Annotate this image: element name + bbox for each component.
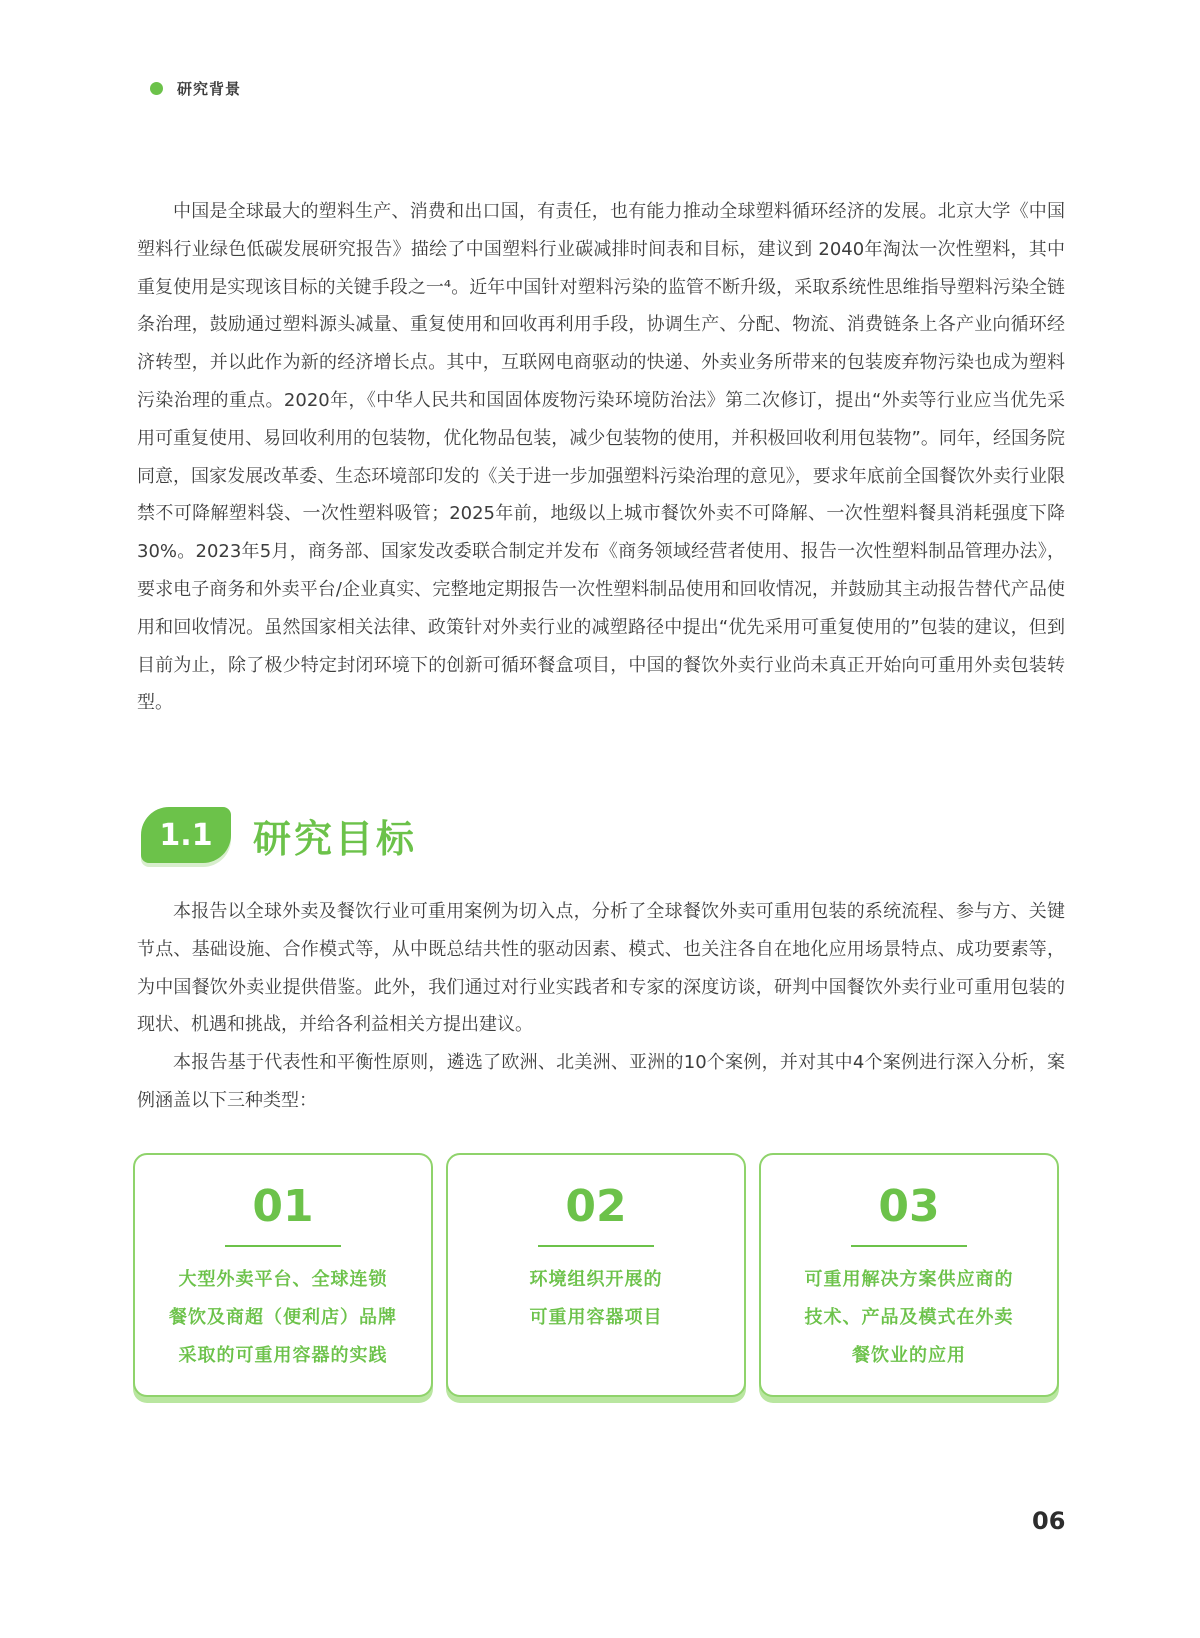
- page-number: 06: [1032, 1507, 1066, 1535]
- header-title: 研究背景: [177, 80, 242, 98]
- card-text-line: 餐饮业的应用: [852, 1345, 966, 1366]
- card-divider: [225, 1245, 341, 1247]
- case-type-card-3: [759, 1153, 1059, 1397]
- bullet-dot-icon: [150, 82, 163, 95]
- card-number: 01: [252, 1181, 314, 1232]
- card-divider: [851, 1245, 967, 1247]
- section-number-badge: 1.1: [141, 807, 231, 863]
- card-number: 03: [878, 1181, 940, 1232]
- objective-paragraph-1: 本报告以全球外卖及餐饮行业可重用案例为切入点，分析了全球餐饮外卖可重用包装的系统流程、参与方、关键节点、基础设施、合作模式等，从中既总结共性的驱动因素、模式、也关注各自在地化应用场景特点、成功要素等，为中国餐饮外卖业提供借鉴。此外，我们通过对行业实践者和专家的深度访谈，研判中国餐饮外卖行业可重用包装的现状、机遇和挑战，并给各利益相关方提出建议。: [137, 901, 1065, 1036]
- card-text-line: 环境组织开展的: [529, 1269, 663, 1290]
- card-text-line: 技术、产品及模式在外卖: [804, 1307, 1014, 1328]
- card-divider: [538, 1245, 654, 1247]
- card-text-line: 大型外卖平台、全球连锁: [178, 1269, 388, 1290]
- card-text-line: 餐饮及商超（便利店）品牌: [169, 1307, 397, 1328]
- case-type-card-1: [133, 1153, 433, 1397]
- card-text-line: 采取的可重用容器的实践: [178, 1345, 388, 1366]
- section-title: 研究目标: [253, 816, 418, 861]
- card-text-line: 可重用容器项目: [529, 1307, 663, 1328]
- card-number: 02: [565, 1181, 627, 1232]
- background-paragraph: 中国是全球最大的塑料生产、消费和出口国，有责任，也有能力推动全球塑料循环经济的发展。北京大学《中国塑料行业绿色低碳发展研究报告》描绘了中国塑料行业碳减排时间表和目标，建议到 2040年淘汰一次性塑料，其中重复使用是实现该目标的关键手段之一⁴。近年中国针对塑料污染的监管不断升级，采取系统性思维指导塑料污染全链条治理，鼓励通过塑料源头减量、重复使用和回收再利用手段，协调生产、分配、物流、消费链条上各产业向循环经济转型，并以此作为新的经济增长点。其中，互联网电商驱动的快递、外卖业务所带来的包装废弃物污染也成为塑料污染治理的重点。2020年，《中华人民共和国固体废物污染环境防治法》第二次修订，提出“外卖等行业应当优先采用可重复使用、易回收利用的包装物，优化物品包装，减少包装物的使用，并积极回收利用包装物”。同年，经国务院同意，国家发展改革委、生态环境部印发的《关于进一步加强塑料污染治理的意见》，要求年底前全国餐饮外卖行业限禁不可降解塑料袋、一次性塑料吸管；2025年前，地级以上城市餐饮外卖不可降解、一次性塑料餐具消耗强度下降30%。2023年5月，商务部、国家发改委联合制定并发布《商务领域经营者使用、报告一次性塑料制品管理办法》，要求电子商务和外卖平台/企业真实、完整地定期报告一次性塑料制品使用和回收情况，并鼓励其主动报告替代产品使用和回收情况。虽然国家相关法律、政策针对外卖行业的减塑路径中提出“优先采用可重复使用的”包装的建议，但到目前为止，除了极少特定封闭环境下的创新可循环餐盒项目，中国的餐饮外卖行业尚未真正开始向可重用外卖包装转型。: [137, 201, 1065, 714]
- section-header: [150, 78, 241, 99]
- objective-paragraph-2: 本报告基于代表性和平衡性原则，遴选了欧洲、北美洲、亚洲的10个案例，并对其中4个案例进行深入分析，案例涵盖以下三种类型：: [137, 1052, 1065, 1111]
- card-text-line: 可重用解决方案供应商的: [804, 1269, 1014, 1290]
- section-heading: [141, 807, 417, 863]
- case-type-card-2: [446, 1153, 746, 1397]
